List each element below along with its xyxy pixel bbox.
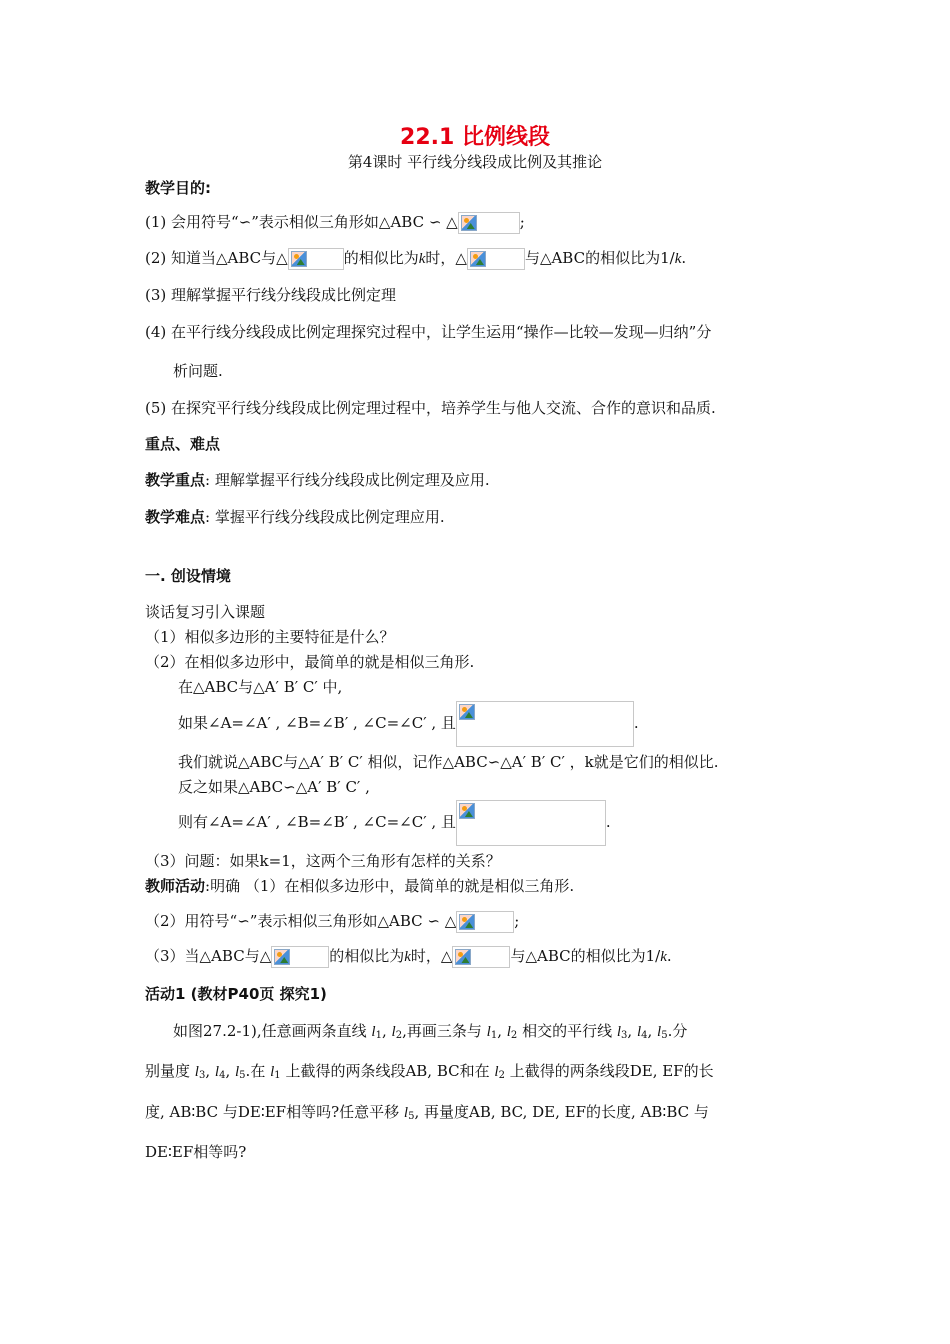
- image-placeholder: [456, 800, 606, 846]
- broken-image-icon: [459, 803, 475, 819]
- activity-text: 度, AB∶BC 与DE∶EF相等吗?任意平移: [145, 1103, 400, 1121]
- objective-2-end: .: [681, 249, 687, 267]
- teaching-difficulty-text: : 掌握平行线分线段成比例定理应用.: [205, 508, 445, 526]
- teacher-point-3-text-b: 的相似比为: [329, 947, 405, 965]
- line-l: l: [657, 1024, 662, 1040]
- objective-1-end: ;: [519, 213, 525, 231]
- line-l: l: [270, 1064, 275, 1080]
- teaching-difficulty: [145, 507, 445, 527]
- broken-image-icon: [455, 949, 471, 965]
- line-l: l: [486, 1024, 491, 1040]
- teaching-difficulty-label: 教学难点: [145, 508, 206, 526]
- objective-3: (3) 理解掌握平行线分线段成比例定理: [145, 286, 397, 304]
- image-placeholder: [458, 212, 520, 234]
- objective-5: (5) 在探究平行线分线段成比例定理过程中，培养学生与他人交流、合作的意识和品质.: [145, 399, 716, 417]
- activity-text: 别量度: [145, 1062, 191, 1080]
- section-1-heading: 一. 创设情境: [145, 567, 231, 585]
- sub-4: 4: [219, 1070, 226, 1081]
- broken-image-icon: [461, 215, 477, 231]
- activity-text: 在: [250, 1062, 266, 1080]
- image-placeholder: [456, 701, 634, 747]
- objective-1-text: (1) 会用符号“∽”表示相似三角形如△ABC ∽ △: [145, 213, 458, 231]
- line-l: l: [214, 1064, 220, 1080]
- sub-1: 1: [375, 1030, 382, 1041]
- ratio-k: k: [404, 949, 411, 965]
- page-title: 22.1 比例线段: [400, 125, 550, 150]
- keypoints-heading: 重点、难点: [145, 435, 221, 453]
- line-l: l: [403, 1105, 409, 1121]
- teacher-point-2-text: （2）用符号“∽”表示相似三角形如△ABC ∽ △: [145, 912, 457, 930]
- objective-2-text-b: 的相似比为: [343, 249, 419, 267]
- teaching-focus: [145, 470, 490, 490]
- line-l: l: [234, 1064, 240, 1080]
- triangle-line-2-text: 如果∠A=∠A′ , ∠B=∠B′ , ∠C=∠C′ , 且: [178, 714, 456, 732]
- sub-2: 2: [510, 1030, 518, 1041]
- triangle-line-1: 在△ABC与△A′ B′ C′ 中,: [178, 678, 343, 696]
- sub-2: 2: [498, 1070, 505, 1081]
- teacher-point-2-end: ;: [514, 912, 520, 930]
- objective-4: (4) 在平行线分线段成比例定理探究过程中，让学生运用“操作—比较—发现—归纳”分: [145, 323, 712, 341]
- image-placeholder: [467, 248, 525, 270]
- broken-image-icon: [291, 251, 307, 267]
- line-l: l: [194, 1064, 199, 1080]
- ratio-k: k: [660, 949, 667, 965]
- broken-image-icon: [274, 949, 290, 965]
- triangle-line-4: 反之如果△ABC∽△A′ B′ C′ ,: [178, 778, 370, 796]
- line-l: l: [636, 1024, 642, 1040]
- objective-2: [145, 248, 686, 270]
- question-1: （1）相似多边形的主要特征是什么？: [145, 628, 395, 646]
- broken-image-icon: [470, 251, 486, 267]
- image-placeholder: [271, 946, 329, 968]
- broken-image-icon: [459, 914, 475, 930]
- activity-text: , 再量度AB, BC, DE, EF的长度, AB∶BC 与: [414, 1103, 709, 1121]
- objective-2-text: (2) 知道当△ABC与△: [145, 249, 288, 267]
- activity-text: 分: [672, 1022, 688, 1040]
- broken-image-icon: [459, 704, 475, 720]
- activity-text: 再画三条与: [406, 1022, 482, 1040]
- sub-3: 3: [198, 1070, 206, 1081]
- sub-2: 2: [395, 1030, 403, 1041]
- sub-3: 3: [621, 1030, 628, 1041]
- triangle-line-5-text: 则有∠A=∠A′ , ∠B=∠B′ , ∠C=∠C′ , 且: [178, 813, 456, 831]
- page-subtitle: 第4课时 平行线分线段成比例及其推论: [347, 153, 603, 171]
- activity-1-line-4: DE∶EF相等吗?: [145, 1143, 247, 1161]
- question-3: （3）问题：如果k=1，这两个三角形有怎样的关系？: [145, 852, 501, 870]
- sub-5: 5: [661, 1030, 668, 1041]
- activity-1-line-3: [145, 1102, 709, 1127]
- teacher-point-2: [145, 911, 519, 933]
- triangle-line-3: 我们就说△ABC与△A′ B′ C′ 相似，记作△ABC∽△A′ B′ C′ ，k就是它们的相似比.: [178, 753, 719, 771]
- line-l: l: [616, 1024, 622, 1040]
- sub-5: 5: [408, 1111, 415, 1122]
- teacher-point-3-text-d: 与△ABC的相似比为1/: [510, 947, 661, 965]
- sub-1: 1: [490, 1030, 498, 1041]
- line-l: l: [371, 1024, 376, 1040]
- activity-1-line-2: 别量度 $l_3$, $l_4$, $l_5$.在 $l_1$ 上截得的两条线段AB, BC和在 $l_2$ 上截得的两条线段DE, EF的长: [145, 1062, 714, 1081]
- objective-2-text-c: 时，△: [425, 249, 467, 267]
- question-2: （2）在相似多边形中，最简单的就是相似三角形.: [145, 653, 475, 671]
- teaching-focus-text: : 理解掌握平行线分线段成比例定理及应用.: [205, 471, 490, 489]
- objectives-heading: 教学目的:: [145, 179, 211, 197]
- teacher-point-3: [145, 946, 672, 968]
- line-l: l: [391, 1024, 396, 1040]
- teacher-point-3-end: .: [666, 947, 672, 965]
- ratio-k: k: [674, 251, 682, 267]
- triangle-line-2-end: .: [633, 714, 639, 732]
- teacher-point-3-text-c: 时，△: [410, 947, 453, 965]
- line-l: l: [506, 1024, 511, 1040]
- activity-1-line-1: 如图27.2-1),任意画两条直线 $l_1$, $l_2$,再画三条与 $l_1$, $l_2$ 相交的平行线 $l_3$, $l_4$, $l_5$.分: [173, 1022, 688, 1041]
- activity-text: 上截得的两条线段DE, EF的长: [509, 1062, 714, 1080]
- objective-2-text-d: 与△ABC的相似比为1/: [524, 249, 675, 267]
- objective-1: [145, 212, 525, 234]
- teacher-activity-label: 教师活动: [145, 877, 206, 895]
- line-l: l: [494, 1064, 499, 1080]
- sub-4: 4: [641, 1030, 648, 1041]
- section-1-intro: 谈话复习引入课题: [145, 603, 266, 621]
- teacher-activity-text: :明确 （1）在相似多边形中，最简单的就是相似三角形.: [205, 877, 575, 895]
- teacher-activity: [145, 876, 574, 896]
- sub-5: 5: [239, 1070, 246, 1081]
- image-placeholder: [452, 946, 510, 968]
- objective-4-cont: 析问题.: [173, 362, 223, 380]
- triangle-line-5: [178, 800, 611, 846]
- teacher-point-3-text: （3）当△ABC与△: [145, 947, 272, 965]
- activity-text: 如图27.2-1),任意画两条直线: [173, 1022, 367, 1040]
- activity-text: 上截得的两条线段AB, BC和在: [285, 1062, 490, 1080]
- triangle-line-5-end: .: [605, 813, 611, 831]
- image-placeholder: [456, 911, 514, 933]
- triangle-line-2: [178, 701, 639, 747]
- teaching-focus-label: 教学重点: [145, 471, 206, 489]
- ratio-k: k: [418, 251, 426, 267]
- activity-text: 相交的平行线: [522, 1022, 613, 1040]
- sub-1: 1: [274, 1070, 281, 1081]
- image-placeholder: [288, 248, 344, 270]
- activity-1-heading: 活动1 (教材P40页 探究1): [145, 985, 327, 1003]
